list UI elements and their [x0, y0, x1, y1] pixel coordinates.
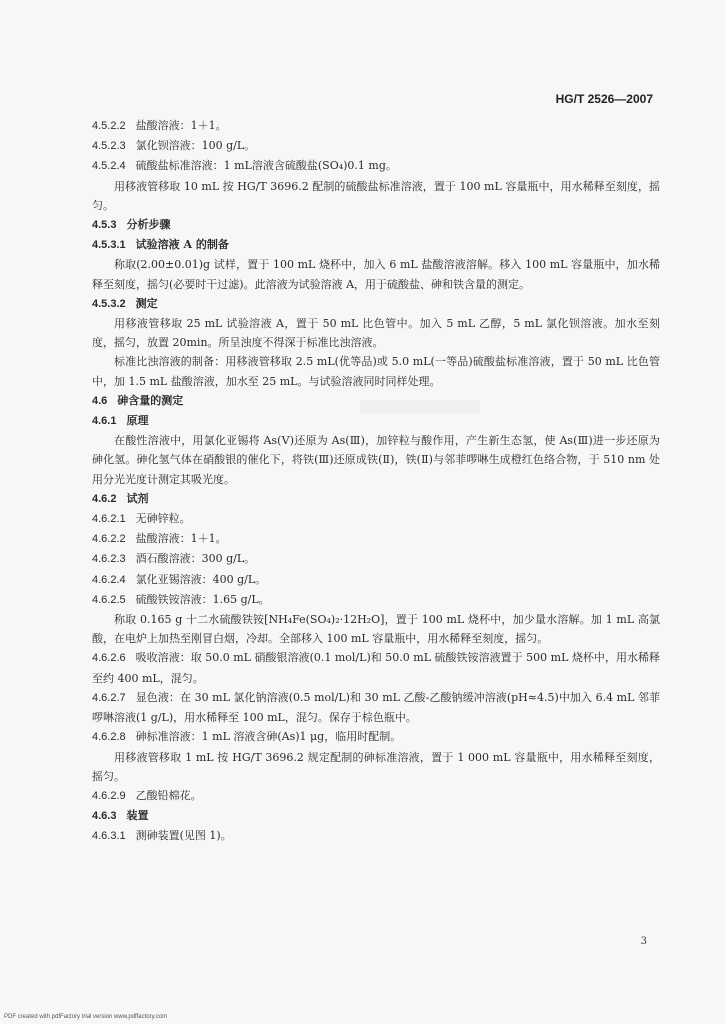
- clause-text: 盐酸溶液：1＋1。: [135, 532, 227, 546]
- paragraph: [92, 255, 660, 293]
- standard-code-header: HG/T 2526—2007: [555, 92, 653, 106]
- paragraph: [92, 177, 660, 215]
- clause-text: 显色液：在 30 mL 氯化钠溶液(0.5 mol/L)和 30 mL 乙酸-乙酸钠缓冲溶液(pH≈4.5)中加入 6.4 mL 邻菲啰啉溶液(1 g/L)，用水稀释至 100 mL，混匀。保存于棕色瓶中。: [92, 690, 660, 725]
- clause-4-6-3: [92, 806, 660, 826]
- clause-4-6-2: [92, 489, 660, 509]
- paragraph-text: 标准比浊溶液的制备：用移液管移取 2.5 mL(优等品)或 5.0 mL(一等品)硫酸盐标准溶液，置于 50 mL 比色管中，加 1.5 mL 盐酸溶液，加水至 25 mL。与试验溶液同时同样处理。: [92, 355, 660, 388]
- clause-number: 4.5.3: [92, 219, 117, 232]
- clause-number: 4.5.3.1: [92, 239, 126, 252]
- clause-4-6-2-1: [92, 509, 660, 529]
- paragraph: [92, 748, 660, 786]
- clause-number: 4.5.2.2: [92, 120, 126, 132]
- clause-number: 4.6.2.7: [92, 691, 126, 704]
- clause-text: 砷含量的测定: [117, 393, 184, 407]
- clause-number: 4.6.1: [92, 415, 117, 428]
- clause-number: 4.6.2.1: [92, 513, 126, 526]
- paragraph-text: 称取 0.165 g 十二水硫酸铁铵[NH₄Fe(SO₄)₂·12H₂O]，置于 100 mL 烧杯中，加少量水溶解。加 1 mL 高氯酸，在电炉上加热至刚冒白烟，冷却。全部移入 100 mL 容量瓶中，用水稀释至刻度，摇匀。: [92, 613, 660, 646]
- clause-text: 硫酸铁铵溶液：1.65 g/L。: [135, 592, 270, 606]
- document-body: [92, 116, 660, 847]
- clause-4-6-2-8: [92, 727, 660, 747]
- clause-number: 4.6.2.2: [92, 533, 126, 546]
- clause-text: 试验溶液 A 的制备: [135, 238, 229, 252]
- clause-number: 4.6.2.3: [92, 553, 126, 566]
- clause-4-6-2-5: [92, 590, 660, 610]
- clause-text: 无砷锌粒。: [135, 512, 191, 526]
- clause-text: 吸收溶液：取 50.0 mL 硝酸银溶液(0.1 mol/L)和 50.0 mL 硫酸铁铵溶液置于 500 mL 烧杯中，用水稀释至约 400 mL，混匀。: [92, 651, 660, 685]
- clause-4-5-2-2: [92, 116, 660, 136]
- clause-text: 测砷装置(见图 1)。: [135, 829, 232, 843]
- clause-text: 酒石酸溶液：300 g/L。: [135, 552, 256, 566]
- clause-4-5-3: [92, 215, 660, 235]
- paragraph-text: 称取(2.00±0.01)g 试样，置于 100 mL 烧杯中，加入 6 mL 盐酸溶液溶解。移入 100 mL 容量瓶中，加水稀释至刻度，摇匀(必要时干过滤)。此溶液为试验溶液 A，用于硫酸盐、砷和铁含量的测定。: [92, 258, 660, 291]
- clause-4-5-2-4: [92, 156, 660, 176]
- clause-4-5-3-1: [92, 235, 660, 255]
- clause-number: 4.6.2: [92, 492, 117, 505]
- clause-text: 氯化亚锡溶液：400 g/L。: [135, 572, 267, 586]
- clause-4-6-3-1: [92, 826, 660, 846]
- clause-number: 4.6.2.8: [92, 731, 126, 744]
- clause-4-6-1: [92, 411, 660, 431]
- clause-4-6-2-4: [92, 570, 660, 590]
- paragraph-text: 用移液管移取 10 mL 按 HG/T 3696.2 配制的硫酸盐标准溶液，置于 100 mL 容量瓶中，用水稀释至刻度，摇匀。: [92, 179, 660, 212]
- clause-number: 4.5.2.3: [92, 140, 126, 153]
- clause-4-5-3-2: [92, 294, 660, 314]
- clause-number: 4.6.2.9: [92, 789, 126, 802]
- clause-number: 4.6.2.6: [92, 652, 126, 665]
- paragraph: [92, 352, 660, 390]
- clause-text: 硫酸盐标准溶液：1 mL溶液含硫酸盐(SO₄)0.1 mg。: [135, 159, 397, 173]
- clause-text: 分析步骤: [126, 218, 171, 232]
- clause-4-6-2-3: [92, 549, 660, 569]
- clause-number: 4.6.2.4: [92, 573, 126, 586]
- clause-text: 盐酸溶液：1＋1。: [135, 119, 227, 132]
- clause-text: 装置: [126, 809, 149, 823]
- clause-4-6-2-9: [92, 786, 660, 806]
- pdf-footer-note: PDF created with pdfFactory trial version www.pdffactory.com: [4, 1014, 168, 1020]
- clause-text: 原理: [126, 414, 149, 428]
- clause-number: 4.6.2.5: [92, 593, 126, 606]
- clause-number: 4.6: [92, 394, 108, 407]
- paragraph: [92, 314, 660, 352]
- clause-text: 乙酸铅棉花。: [135, 788, 202, 802]
- clause-text: 试剂: [126, 491, 149, 505]
- clause-number: 4.6.3.1: [92, 830, 126, 843]
- paragraph: [92, 610, 660, 648]
- page-number: 3: [640, 936, 647, 947]
- clause-text: 测定: [135, 296, 158, 310]
- clause-4-6-2-6: [92, 648, 660, 687]
- clause-4-6: [92, 391, 660, 411]
- clause-4-6-2-7: [92, 688, 660, 727]
- clause-number: 4.6.3: [92, 810, 117, 823]
- clause-text: 氯化钡溶液：100 g/L。: [135, 139, 256, 153]
- paragraph: [92, 431, 660, 489]
- clause-number: 4.5.3.2: [92, 297, 126, 310]
- paragraph-text: 用移液管移取 25 mL 试验溶液 A，置于 50 mL 比色管中。加入 5 mL 乙醇，5 mL 氯化钡溶液。加水至刻度，摇匀，放置 20min。所呈浊度不得深于标准比浊溶液。: [92, 317, 660, 350]
- clause-4-6-2-2: [92, 529, 660, 549]
- paragraph-text: 用移液管移取 1 mL 按 HG/T 3696.2 规定配制的砷标准溶液，置于 1 000 mL 容量瓶中，用水稀释至刻度，摇匀。: [92, 750, 660, 783]
- clause-4-5-2-3: [92, 136, 660, 156]
- clause-text: 砷标准溶液：1 mL 溶液含砷(As)1 μg，临用时配制。: [135, 730, 402, 744]
- clause-number: 4.5.2.4: [92, 160, 126, 173]
- paragraph-text: 在酸性溶液中，用氯化亚锡将 As(Ⅴ)还原为 As(Ⅲ)，加锌粒与酸作用，产生新生态氢，使 As(Ⅲ)进一步还原为砷化氢。砷化氢气体在硝酸银的催化下，将铁(Ⅲ)还原成铁(Ⅱ)，铁(Ⅱ)与邻菲啰啉生成橙红色络合物，于 510 nm 处用分光光度计测定其吸光度。: [92, 434, 660, 486]
